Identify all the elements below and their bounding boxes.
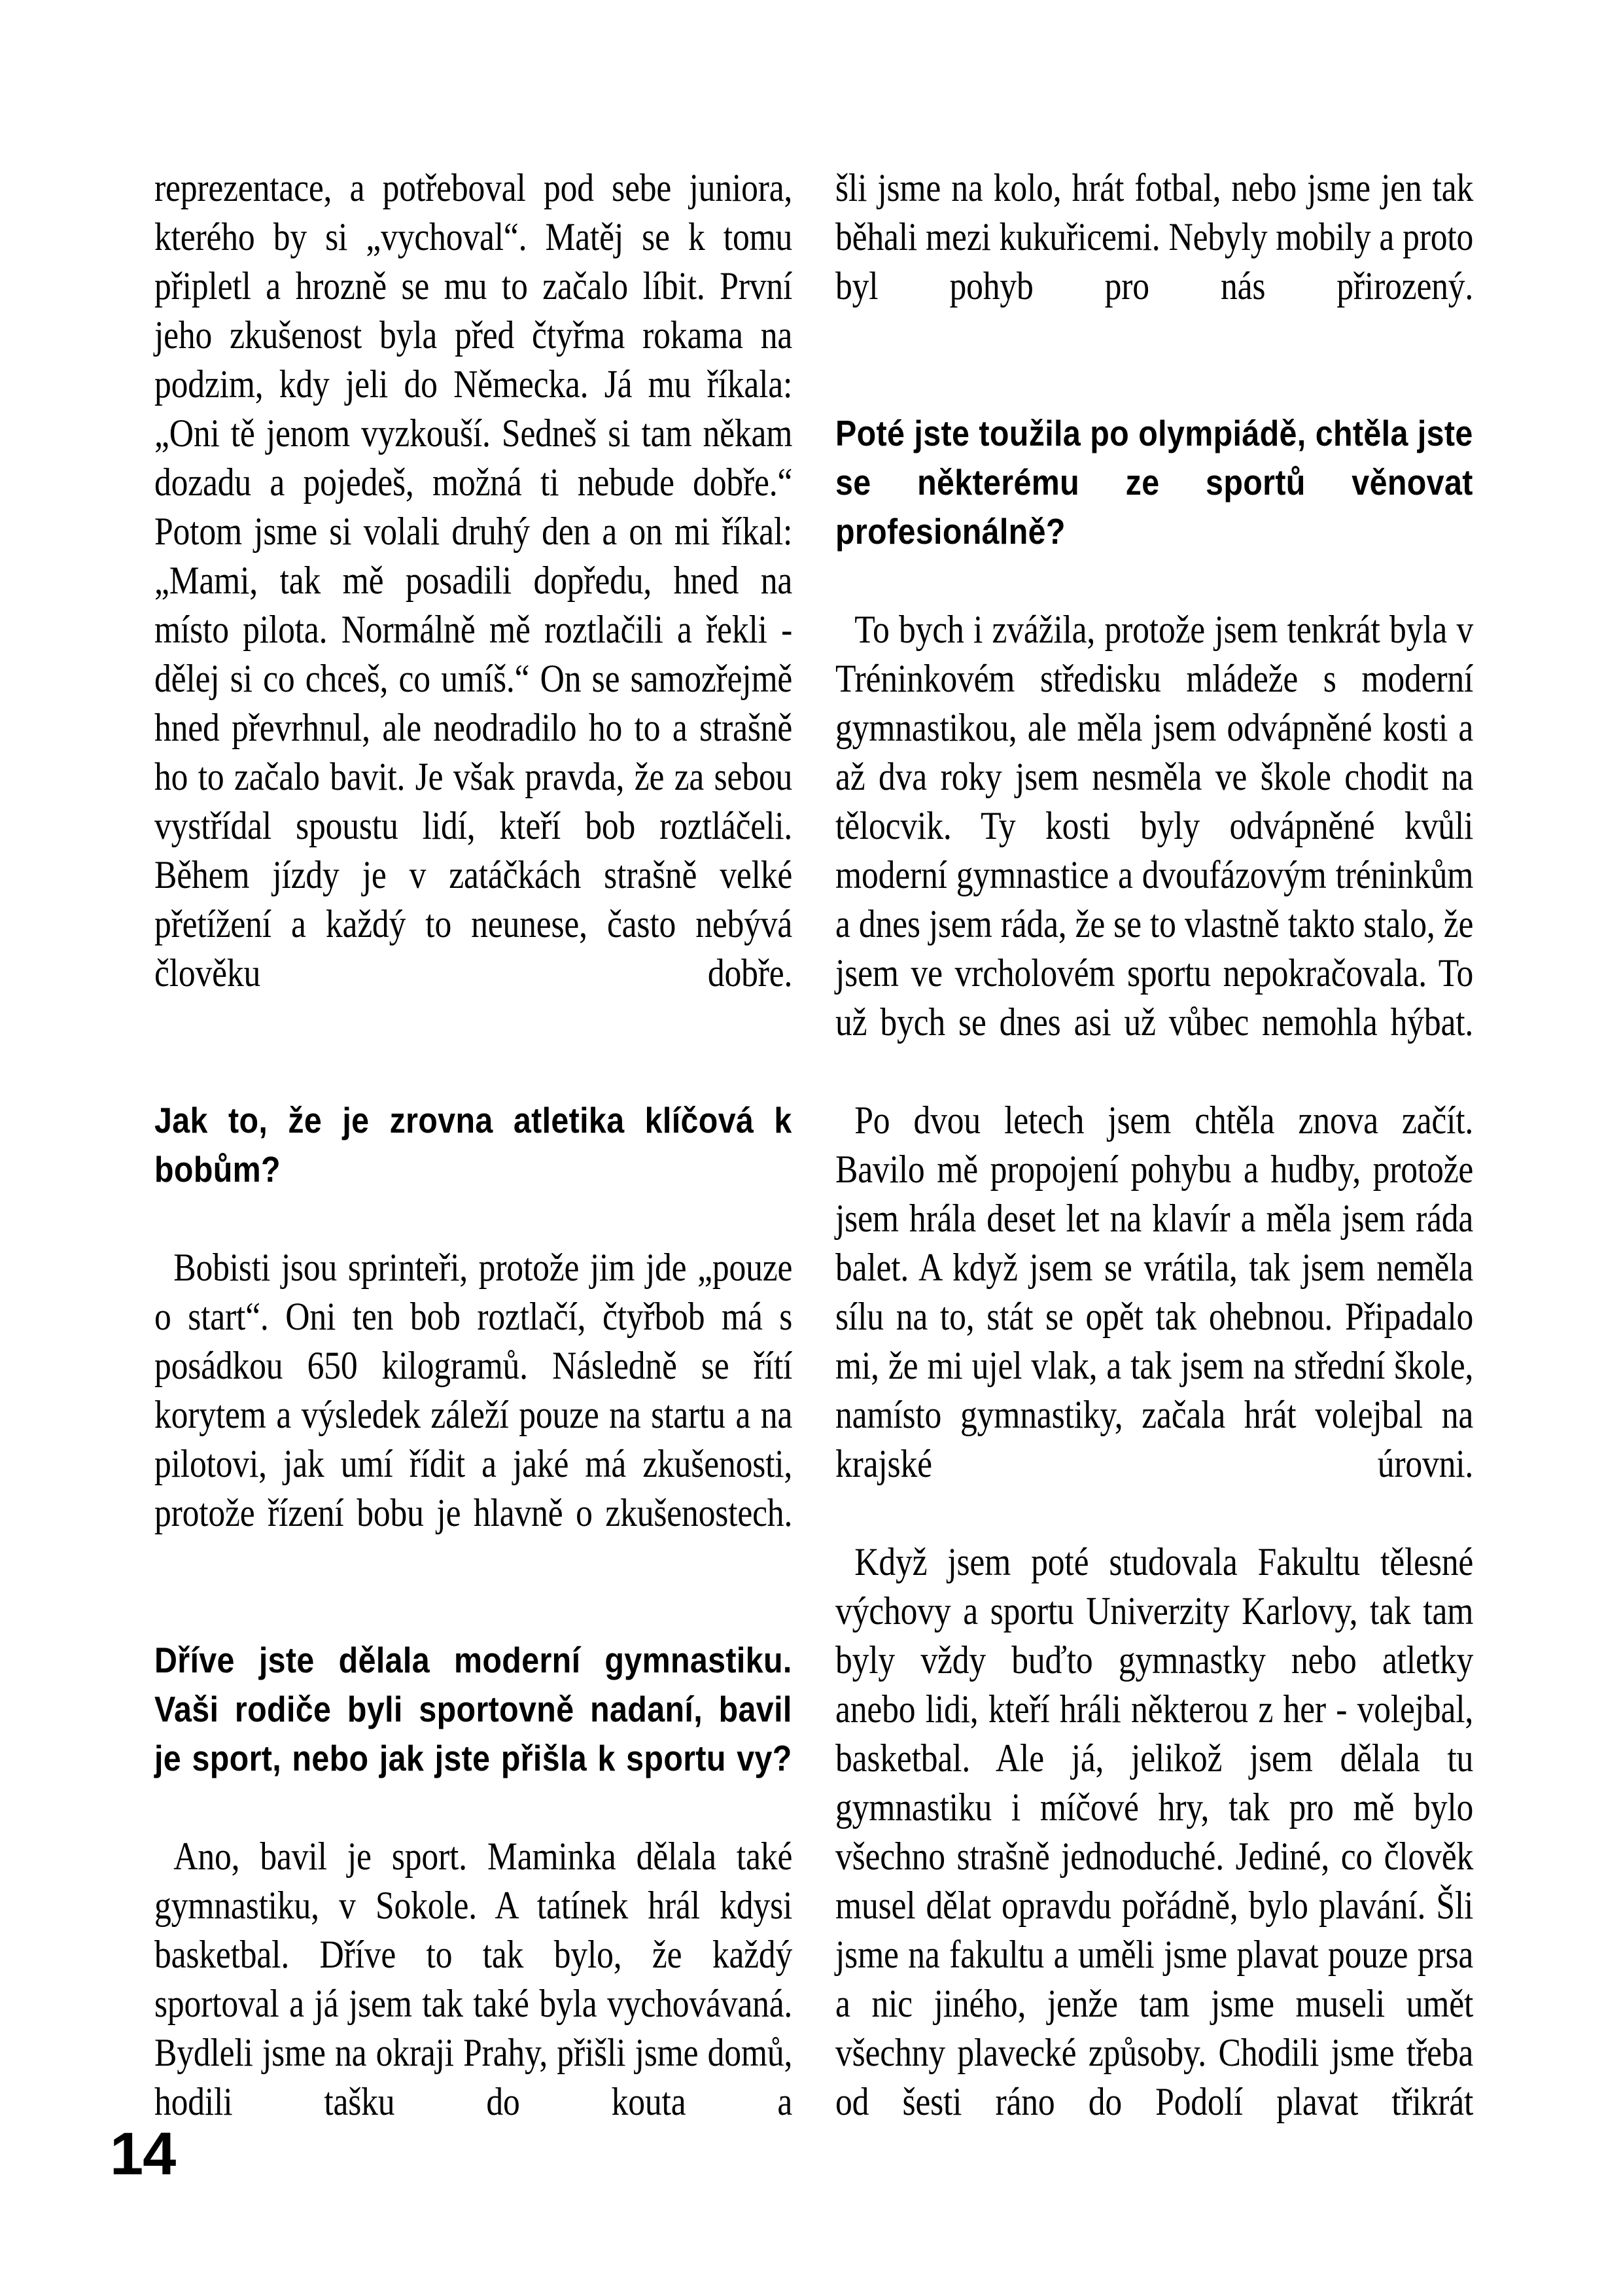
paragraph: reprezentace, a potřeboval pod sebe juniora, kterého by si „vychoval“. Matěj se k tomu připletl a hrozně se mu to začalo líbit. První jeho zkušenost byla před čtyřma rokama na podzim, kdy jeli do Německa. Já mu říkala: „Oni tě jenom vyzkouší. Sedneš si tam někam dozadu a pojedeš, možná ti nebude dobře.“ Potom jsme si volali druhý den a on mi říkal: „Mami, tak mě posadili dopředu, hned na místo pilota. Normálně mě roztlačili a řekli - dělej si co chceš, co umíš.“ On se samozřejmě hned převrhnul, ale neodradilo ho to a strašně ho to začalo bavit. Je však pravda, že za sebou vystřídal spoustu lidí, kteří bob roztláčeli. Během jízdy je v zatáčkách strašně velké přetížení a každý to neunese, často nebývá člověku dobře. — [154, 166, 793, 995]
paragraph: Bobisti jsou sprinteři, protože jim jde „pouze o start“. Oni ten bob roztlačí, čtyřbob má s posádkou 650 kilogramů. Následně se řítí korytem a výsledek záleží pouze na startu a na pilotovi, jak umí řídit a jaké má zkušenosti, protože řízení bobu je hlavně o zkušenostech. — [154, 1246, 793, 1534]
page-number: 14 — [110, 2121, 176, 2187]
paragraph: šli jsme na kolo, hrát fotbal, nebo jsme jen tak běhali mezi kukuřicemi. Nebyly mobily a proto byl pohyb pro nás přirozený. — [835, 166, 1474, 308]
two-column-text-body — [154, 164, 1473, 2176]
left-column — [154, 164, 792, 2176]
paragraph: To bych i zvážila, protože jsem tenkrát byla v Tréninkovém středisku mládeže s moderní gymnastikou, ale měla jsem odvápněné kosti a až dva roky jsem nesměla ve škole chodit na tělocvik. Ty kosti byly odvápněné kvůli moderní gymnastice a dvoufázovým tréninkům a dnes jsem ráda, že se to vlastně takto stalo, že jsem ve vrcholovém sportu nepokračovala. To už bych se dnes asi už vůbec nemohla hýbat. — [835, 608, 1474, 1044]
paragraph: Ano, bavil je sport. Maminka dělala také gymnastiku, v Sokole. A tatínek hrál kdysi basketbal. Dříve to tak bylo, že každý sportoval a já jsem tak také byla vychovávaná. Bydleli jsme na okraji Prahy, přišli jsme domů, hodili tašku do kouta a — [154, 1835, 793, 2123]
paragraph: Po dvou letech jsem chtěla znova začít. Bavilo mě propojení pohybu a hudby, protože jsem hrála deset let na klavír a měla jsem ráda balet. A když jsem se vrátila, tak jsem neměla sílu na to, stát se opět tak ohebnou. Připadalo mi, že mi ujel vlak, a tak jsem na střední škole, namísto gymnastiky, začala hrát volejbal na krajské úrovni. — [835, 1099, 1474, 1485]
question-heading: Jak to, že je zrovna atletika klíčová k bobům? — [154, 1100, 792, 1190]
right-column — [835, 164, 1473, 2176]
question-heading: Dříve jste dělala moderní gymnastiku. Vaši rodiče byli sportovně nadaní, bavil je sport, nebo jak jste přišla k sportu vy? — [154, 1640, 792, 1778]
paragraph: Když jsem poté studovala Fakultu tělesné výchovy a sportu Univerzity Karlovy, tak tam byly vždy buďto gymnastky nebo atletky anebo lidi, kteří hráli některou z her - volejbal, basketbal. Ale já, jelikož jsem dělala tu gymnastiku i míčové hry, tak pro mě bylo všechno strašně jednoduché. Jediné, co člověk musel dělat opravdu pořádně, bylo plavání. Šli jsme na fakultu a uměli jsme plavat pouze prsa a nic jiného, jenže tam jsme museli umět všechny plavecké způsoby. Chodili jsme třeba od šesti ráno do Podolí plavat třikrát — [835, 1540, 1474, 2123]
question-heading: Poté jste toužila po olympiádě, chtěla jste se některému ze sportů věnovat profesionálně? — [835, 413, 1473, 552]
